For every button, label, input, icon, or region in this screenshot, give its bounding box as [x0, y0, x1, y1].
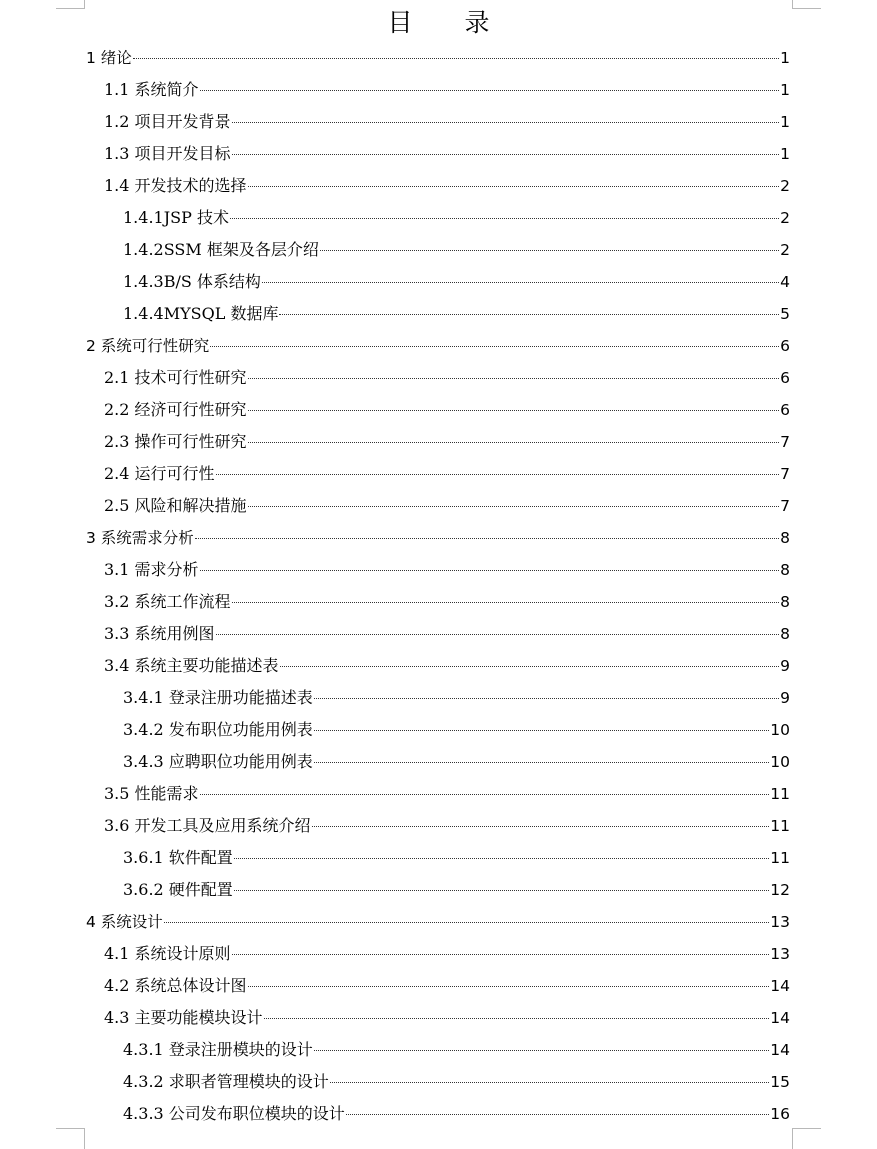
- toc-entry[interactable]: [86, 874, 790, 906]
- toc-page-number: 12: [770, 881, 790, 899]
- toc-page-number: 8: [780, 561, 790, 579]
- toc-page-number: 2: [780, 177, 790, 195]
- toc-entry[interactable]: [86, 42, 790, 74]
- toc-leader-dots: [279, 314, 779, 315]
- toc-page-number: 9: [780, 689, 790, 707]
- crop-mark: [792, 1128, 821, 1149]
- toc-page-number: 8: [780, 529, 790, 547]
- toc-entry-title: 3.4.2 发布职位功能用例表: [123, 720, 313, 739]
- toc-entry-title: 2.5 风险和解决措施: [104, 496, 247, 515]
- toc-entry[interactable]: [86, 714, 790, 746]
- toc-page-number: 13: [770, 913, 790, 931]
- toc-entry-title: 1 绪论: [86, 49, 132, 67]
- toc-page-number: 7: [780, 465, 790, 483]
- toc-leader-dots: [330, 1082, 769, 1083]
- toc-page-number: 11: [770, 849, 790, 867]
- toc-entry-title: 2.1 技术可行性研究: [104, 368, 247, 387]
- toc-leader-dots: [262, 282, 779, 283]
- toc-entry-title: 4.3 主要功能模块设计: [104, 1008, 263, 1027]
- toc-leader-dots: [248, 186, 780, 187]
- toc-entry[interactable]: [86, 106, 790, 138]
- toc-leader-dots: [280, 666, 780, 667]
- toc-entry-title: 1.1 系统简介: [104, 80, 199, 99]
- toc-page-number: 14: [770, 1009, 790, 1027]
- toc-entry[interactable]: [86, 490, 790, 522]
- toc-entry[interactable]: [86, 170, 790, 202]
- toc-page-number: 10: [770, 753, 790, 771]
- toc-entry[interactable]: [86, 586, 790, 618]
- toc-leader-dots: [314, 1050, 769, 1051]
- toc-entry-title: 1.2 项目开发背景: [104, 112, 231, 131]
- toc-entry[interactable]: [86, 682, 790, 714]
- toc-entry-title: 4.1 系统设计原则: [104, 944, 231, 963]
- toc-entry[interactable]: [86, 810, 790, 842]
- toc-entry[interactable]: [86, 458, 790, 490]
- toc-entry-title: 4.2 系统总体设计图: [104, 976, 247, 995]
- toc-page-number: 1: [780, 145, 790, 163]
- toc-leader-dots: [200, 570, 780, 571]
- toc-entry[interactable]: [86, 1034, 790, 1066]
- toc-entry[interactable]: [86, 74, 790, 106]
- toc-entry-title: 2.2 经济可行性研究: [104, 400, 247, 419]
- toc-page-number: 5: [780, 305, 790, 323]
- toc-leader-dots: [314, 698, 779, 699]
- toc-entry[interactable]: [86, 522, 790, 554]
- toc-leader-dots: [234, 858, 769, 859]
- toc-leader-dots: [216, 634, 780, 635]
- toc-page-number: 7: [780, 497, 790, 515]
- toc-leader-dots: [248, 442, 780, 443]
- toc-entry[interactable]: [86, 266, 790, 298]
- toc-entry-title: 1.4.4MYSQL 数据库: [123, 304, 279, 323]
- toc-leader-dots: [232, 602, 780, 603]
- toc-leader-dots: [230, 218, 779, 219]
- toc-leader-dots: [346, 1114, 769, 1115]
- toc-page-number: 11: [770, 817, 790, 835]
- toc-page-number: 1: [780, 81, 790, 99]
- toc-leader-dots: [320, 250, 779, 251]
- toc-entry-title: 1.4 开发技术的选择: [104, 176, 247, 195]
- toc-leader-dots: [164, 922, 769, 923]
- toc-leader-dots: [264, 1018, 770, 1019]
- toc-entry-title: 3.6.2 硬件配置: [123, 880, 233, 899]
- toc-entry-title: 3.4.3 应聘职位功能用例表: [123, 752, 313, 771]
- toc-leader-dots: [248, 410, 780, 411]
- toc-leader-dots: [210, 346, 779, 347]
- toc-page-number: 8: [780, 625, 790, 643]
- toc-entry[interactable]: [86, 234, 790, 266]
- toc-page-number: 13: [770, 945, 790, 963]
- toc-entry-title: 3 系统需求分析: [86, 529, 194, 547]
- toc-leader-dots: [314, 730, 769, 731]
- toc-page-number: 2: [780, 209, 790, 227]
- toc-entry-title: 4 系统设计: [86, 913, 163, 931]
- toc-leader-dots: [216, 474, 780, 475]
- toc-entry-title: 2 系统可行性研究: [86, 337, 210, 355]
- toc-leader-dots: [312, 826, 770, 827]
- toc-entry[interactable]: [86, 394, 790, 426]
- toc-entry[interactable]: [86, 970, 790, 1002]
- toc-entry-title: 4.3.1 登录注册模块的设计: [123, 1040, 313, 1059]
- toc-entry-title: 4.3.2 求职者管理模块的设计: [123, 1072, 329, 1091]
- toc-page-number: 14: [770, 977, 790, 995]
- toc-leader-dots: [232, 122, 780, 123]
- toc-entry[interactable]: [86, 842, 790, 874]
- toc-entry-title: 1.4.1JSP 技术: [123, 208, 229, 227]
- table-of-contents: [86, 42, 790, 1130]
- toc-leader-dots: [248, 986, 770, 987]
- toc-entry[interactable]: [86, 426, 790, 458]
- toc-page-number: 11: [770, 785, 790, 803]
- toc-entry-title: 1.4.2SSM 框架及各层介绍: [123, 240, 319, 259]
- toc-page-number: 4: [780, 273, 790, 291]
- toc-entry[interactable]: [86, 202, 790, 234]
- toc-leader-dots: [133, 58, 779, 59]
- toc-page-number: 9: [780, 657, 790, 675]
- toc-entry-title: 1.3 项目开发目标: [104, 144, 231, 163]
- toc-entry[interactable]: [86, 1098, 790, 1130]
- toc-entry[interactable]: [86, 554, 790, 586]
- toc-entry[interactable]: [86, 938, 790, 970]
- toc-page-number: 2: [780, 241, 790, 259]
- toc-leader-dots: [232, 954, 770, 955]
- toc-entry-title: 3.2 系统工作流程: [104, 592, 231, 611]
- toc-entry-title: 3.4 系统主要功能描述表: [104, 656, 279, 675]
- toc-entry[interactable]: [86, 650, 790, 682]
- toc-page-number: 15: [770, 1073, 790, 1091]
- toc-entry[interactable]: [86, 778, 790, 810]
- toc-entry[interactable]: [86, 618, 790, 650]
- toc-entry[interactable]: [86, 362, 790, 394]
- toc-entry-title: 3.4.1 登录注册功能描述表: [123, 688, 313, 707]
- toc-leader-dots: [200, 90, 780, 91]
- toc-leader-dots: [232, 154, 780, 155]
- toc-title: 目 录: [387, 8, 512, 37]
- toc-entry-title: 3.6 开发工具及应用系统介绍: [104, 816, 311, 835]
- toc-page-number: 1: [780, 49, 790, 67]
- toc-page-number: 8: [780, 593, 790, 611]
- toc-entry-title: 2.3 操作可行性研究: [104, 432, 247, 451]
- toc-entry[interactable]: [86, 746, 790, 778]
- toc-page-number: 6: [780, 337, 790, 355]
- toc-entry[interactable]: [86, 1002, 790, 1034]
- toc-entry[interactable]: [86, 1066, 790, 1098]
- toc-leader-dots: [195, 538, 779, 539]
- toc-entry-title: 3.3 系统用例图: [104, 624, 215, 643]
- toc-entry[interactable]: [86, 138, 790, 170]
- toc-page-number: 16: [770, 1105, 790, 1123]
- toc-entry[interactable]: [86, 330, 790, 362]
- toc-entry-title: 4.3.3 公司发布职位模块的设计: [123, 1104, 345, 1123]
- toc-entry-title: 3.1 需求分析: [104, 560, 199, 579]
- toc-leader-dots: [234, 890, 769, 891]
- toc-entry-title: 1.4.3B/S 体系结构: [123, 272, 261, 291]
- toc-page-number: 6: [780, 401, 790, 419]
- toc-page-number: 7: [780, 433, 790, 451]
- toc-leader-dots: [248, 506, 780, 507]
- crop-mark: [56, 1128, 85, 1149]
- toc-leader-dots: [200, 794, 770, 795]
- toc-entry[interactable]: [86, 906, 790, 938]
- toc-leader-dots: [248, 378, 780, 379]
- toc-leader-dots: [314, 762, 769, 763]
- toc-entry[interactable]: [86, 298, 790, 330]
- toc-entry-title: 2.4 运行可行性: [104, 464, 215, 483]
- toc-page-number: 6: [780, 369, 790, 387]
- toc-page-number: 1: [780, 113, 790, 131]
- toc-entry-title: 3.6.1 软件配置: [123, 848, 233, 867]
- toc-entry-title: 3.5 性能需求: [104, 784, 199, 803]
- toc-page-number: 14: [770, 1041, 790, 1059]
- toc-page-number: 10: [770, 721, 790, 739]
